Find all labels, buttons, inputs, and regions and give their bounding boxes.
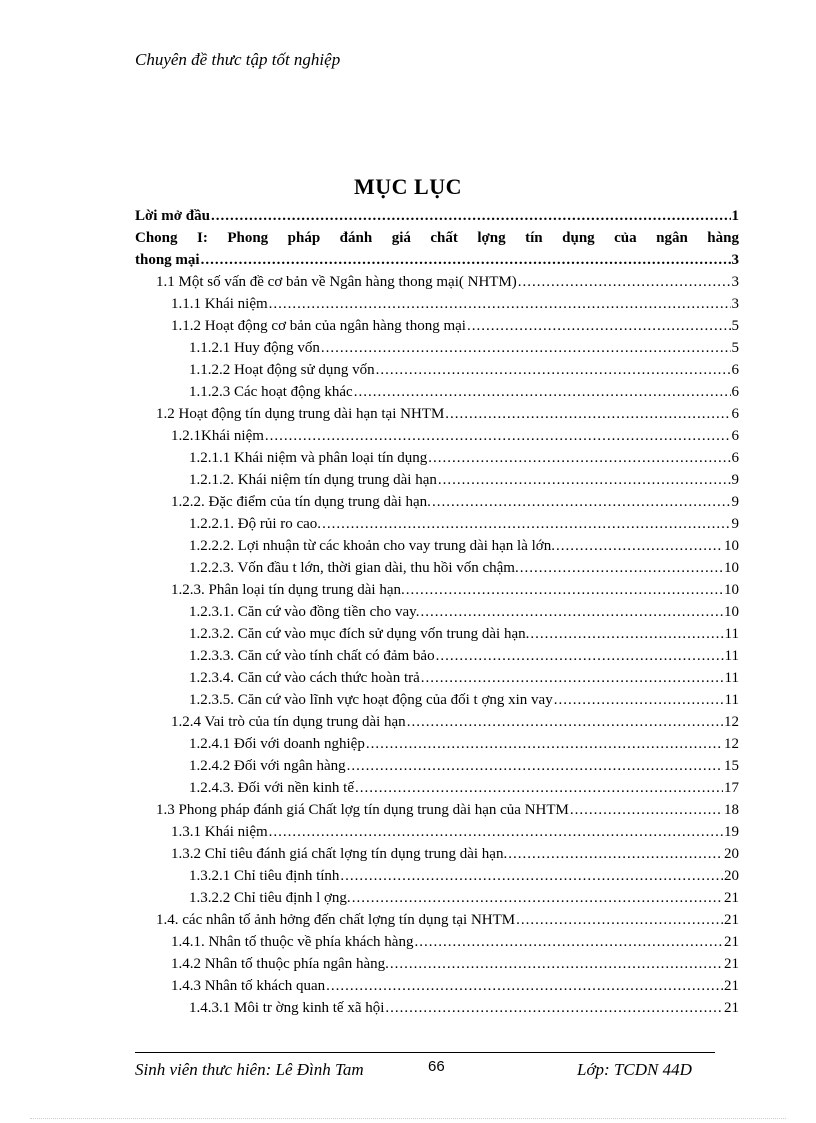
toc-entry-text: Lời mở đầu — [135, 208, 210, 224]
toc-entry-text: 1.2.3.4. Căn cứ vào cách thức hoàn trả — [189, 670, 420, 686]
toc-entry-page: 11 — [724, 670, 739, 686]
toc-entry-text: 1.3.2 Chỉ tiêu đánh giá chất lợng tín dụng trung dài hạn. — [171, 846, 508, 862]
toc-entry[interactable] — [135, 780, 739, 802]
toc-entry-page: 10 — [724, 604, 739, 620]
toc-entry-page: 6 — [731, 384, 739, 400]
toc-entry-page: 6 — [731, 428, 739, 444]
toc-entry-text: 1.2.3.1. Căn cứ vào đồng tiền cho vay. — [189, 604, 420, 620]
toc-entry-text: 1.3.2.1 Chỉ tiêu định tính — [189, 868, 340, 884]
toc-entry-page: 11 — [724, 648, 739, 664]
toc-entry-text: 1.2.3. Phân loại tín dụng trung dài hạn. — [171, 582, 405, 598]
toc-entry-text: 1.2.4 Vai trò của tín dụng trung dài hạn — [171, 714, 406, 730]
toc-entry[interactable] — [135, 868, 739, 890]
toc-entry-text: 1.2.4.2 Đối với ngân hàng — [189, 758, 346, 774]
toc-entry-page: 12 — [724, 736, 739, 752]
toc-entry-page: 6 — [731, 450, 739, 466]
toc-entry[interactable] — [135, 560, 739, 582]
toc-entry[interactable] — [135, 670, 739, 692]
toc-entry[interactable] — [135, 362, 739, 384]
toc-entry[interactable] — [135, 802, 739, 824]
toc-entry-page: 21 — [724, 1000, 739, 1016]
toc-entry-text: 1.1.2.3 Các hoạt động khác — [189, 384, 353, 400]
toc-entry-text: 1.2.4.1 Đối với doanh nghiệp — [189, 736, 365, 752]
toc-entry[interactable] — [135, 516, 739, 538]
toc-entry[interactable] — [135, 406, 739, 428]
toc-entry[interactable] — [135, 604, 739, 626]
toc-entry-page: 9 — [731, 494, 739, 510]
toc-entry-chapter-1[interactable] — [135, 230, 739, 274]
toc-entry-page: 18 — [724, 802, 739, 818]
toc-entry[interactable] — [135, 736, 739, 758]
table-of-contents — [135, 208, 739, 1022]
toc-entry[interactable] — [135, 648, 739, 670]
toc-entry-text: 1.2.3.5. Căn cứ vào lĩnh vực hoạt động của đối t ợng xin vay — [189, 692, 553, 708]
toc-entry-page: 3 — [731, 252, 739, 268]
toc-entry[interactable] — [135, 978, 739, 1000]
toc-entry-text: 1.2.2.1. Độ rủi ro cao. — [189, 516, 322, 532]
toc-entry[interactable] — [135, 274, 739, 296]
toc-entry[interactable] — [135, 428, 739, 450]
toc-entry-page: 3 — [731, 274, 739, 290]
toc-entry-text: 1.3.1 Khái niệm — [171, 824, 268, 840]
toc-entry-page: 9 — [731, 516, 739, 532]
toc-entry-text: 1.2.3.2. Căn cứ vào mục đích sử dụng vốn trung dài hạn. — [189, 626, 530, 642]
footer-divider — [135, 1052, 715, 1053]
toc-entry-text: 1.2.4.3. Đối với nền kinh tế — [189, 780, 354, 796]
toc-entry-text: 1.4.3.1 Môi tr ờng kinh tế xã hội — [189, 1000, 385, 1016]
toc-entry-page: 20 — [724, 846, 739, 862]
toc-entry-text: 1.1.2.1 Huy động vốn — [189, 340, 320, 356]
toc-entry-page: 1 — [731, 208, 739, 224]
toc-entry-page: 21 — [724, 934, 739, 950]
toc-entry-text: 1.3 Phong pháp đánh giá Chất lợg tín dụng trung dài hạn của NHTM — [156, 802, 569, 818]
page-bottom-border — [30, 1118, 786, 1119]
toc-entry-page: 10 — [724, 538, 739, 554]
toc-entry-page: 5 — [731, 318, 739, 334]
toc-entry[interactable] — [135, 846, 739, 868]
toc-entry[interactable] — [135, 912, 739, 934]
toc-entry-page: 20 — [724, 868, 739, 884]
toc-entry-page: 3 — [731, 296, 739, 312]
toc-entry-text: 1.4.2 Nhân tố thuộc phía ngân hàng. — [171, 956, 389, 972]
toc-entry-text: 1.1.2.2 Hoạt động sử dụng vốn — [189, 362, 375, 378]
toc-entry-page: 12 — [724, 714, 739, 730]
toc-entry-text: 1.4. các nhân tố ảnh hởng đến chất lợng tín dụng tại NHTM — [156, 912, 516, 928]
toc-entry[interactable] — [135, 1000, 739, 1022]
toc-entry[interactable] — [135, 890, 739, 912]
toc-entry[interactable] — [135, 824, 739, 846]
toc-entry-text: 1.2.1.1 Khái niệm và phân loại tín dụng — [189, 450, 428, 466]
toc-entry-page: 6 — [731, 406, 739, 422]
toc-entry[interactable] — [135, 384, 739, 406]
toc-entry-preface[interactable] — [135, 208, 739, 230]
toc-entry[interactable] — [135, 340, 739, 362]
toc-entry[interactable] — [135, 582, 739, 604]
toc-entry-text: 1.1.1 Khái niệm — [171, 296, 268, 312]
toc-entry-page: 11 — [724, 692, 739, 708]
toc-entry-text: 1.1.2 Hoạt động cơ bản của ngân hàng thong mại — [171, 318, 466, 334]
toc-entry-page: 21 — [724, 912, 739, 928]
toc-entry-text-continued: thong mại — [135, 252, 200, 268]
toc-entry[interactable] — [135, 472, 739, 494]
toc-entry-page: 10 — [724, 582, 739, 598]
toc-entry-text: 1.3.2.2 Chỉ tiêu định l ợng. — [189, 890, 351, 906]
toc-entry-text: Chong I: Phong pháp đánh giá chất lợng tín dụng của ngân hàng — [135, 230, 739, 246]
toc-entry-text: 1.2.2. Đặc điểm của tín dụng trung dài hạn. — [171, 494, 431, 510]
toc-entry[interactable] — [135, 494, 739, 516]
toc-entry-text: 1.2 Hoạt động tín dụng trung dài hạn tại NHTM — [156, 406, 445, 422]
toc-entry-text: 1.2.2.3. Vốn đầu t lớn, thời gian dài, thu hồi vốn chậm. — [189, 560, 519, 576]
running-header: Chuyên đề thưc tập tốt nghiệp — [135, 50, 341, 69]
toc-entry[interactable] — [135, 538, 739, 560]
footer-class: Lớp: TCDN 44D — [577, 1060, 692, 1079]
toc-entry[interactable] — [135, 692, 739, 714]
page-title: MỤC LỤC — [354, 174, 462, 199]
toc-entry-page: 15 — [724, 758, 739, 774]
toc-entry-text: 1.2.3.3. Căn cứ vào tính chất có đảm bảo — [189, 648, 435, 664]
toc-entry-page: 11 — [724, 626, 739, 642]
toc-entry-text: 1.1 Một số vấn đề cơ bản về Ngân hàng thong mại( NHTM) — [156, 274, 517, 290]
toc-entry-text: 1.2.1Khái niệm — [171, 428, 264, 444]
toc-entry-text: 1.2.1.2. Khái niệm tín dụng trung dài hạn — [189, 472, 437, 488]
toc-entry-page: 21 — [724, 890, 739, 906]
toc-entry-page: 21 — [724, 978, 739, 994]
toc-entry[interactable] — [135, 758, 739, 780]
toc-entry[interactable] — [135, 318, 739, 340]
toc-entry-page: 10 — [724, 560, 739, 576]
toc-entry-text: 1.4.3 Nhân tố khách quan — [171, 978, 326, 994]
toc-entry[interactable] — [135, 626, 739, 648]
toc-entry[interactable] — [135, 956, 739, 978]
toc-entry-text: 1.2.2.2. Lợi nhuận từ các khoản cho vay trung dài hạn là lớn. — [189, 538, 555, 554]
toc-entry-page: 21 — [724, 956, 739, 972]
toc-entry-text: 1.4.1. Nhân tố thuộc về phía khách hàng — [171, 934, 414, 950]
toc-entry[interactable] — [135, 296, 739, 318]
toc-entry[interactable] — [135, 934, 739, 956]
toc-entry-page: 5 — [731, 340, 739, 356]
toc-entry-page: 19 — [724, 824, 739, 840]
toc-entry[interactable] — [135, 450, 739, 472]
footer-page-number: 66 — [428, 1058, 445, 1075]
toc-entry-page: 9 — [731, 472, 739, 488]
toc-entry[interactable] — [135, 714, 739, 736]
footer-student: Sinh viên thưc hiên: Lê Đình Tam — [135, 1060, 364, 1079]
toc-entry-page: 17 — [724, 780, 739, 796]
toc-entry-page: 6 — [731, 362, 739, 378]
